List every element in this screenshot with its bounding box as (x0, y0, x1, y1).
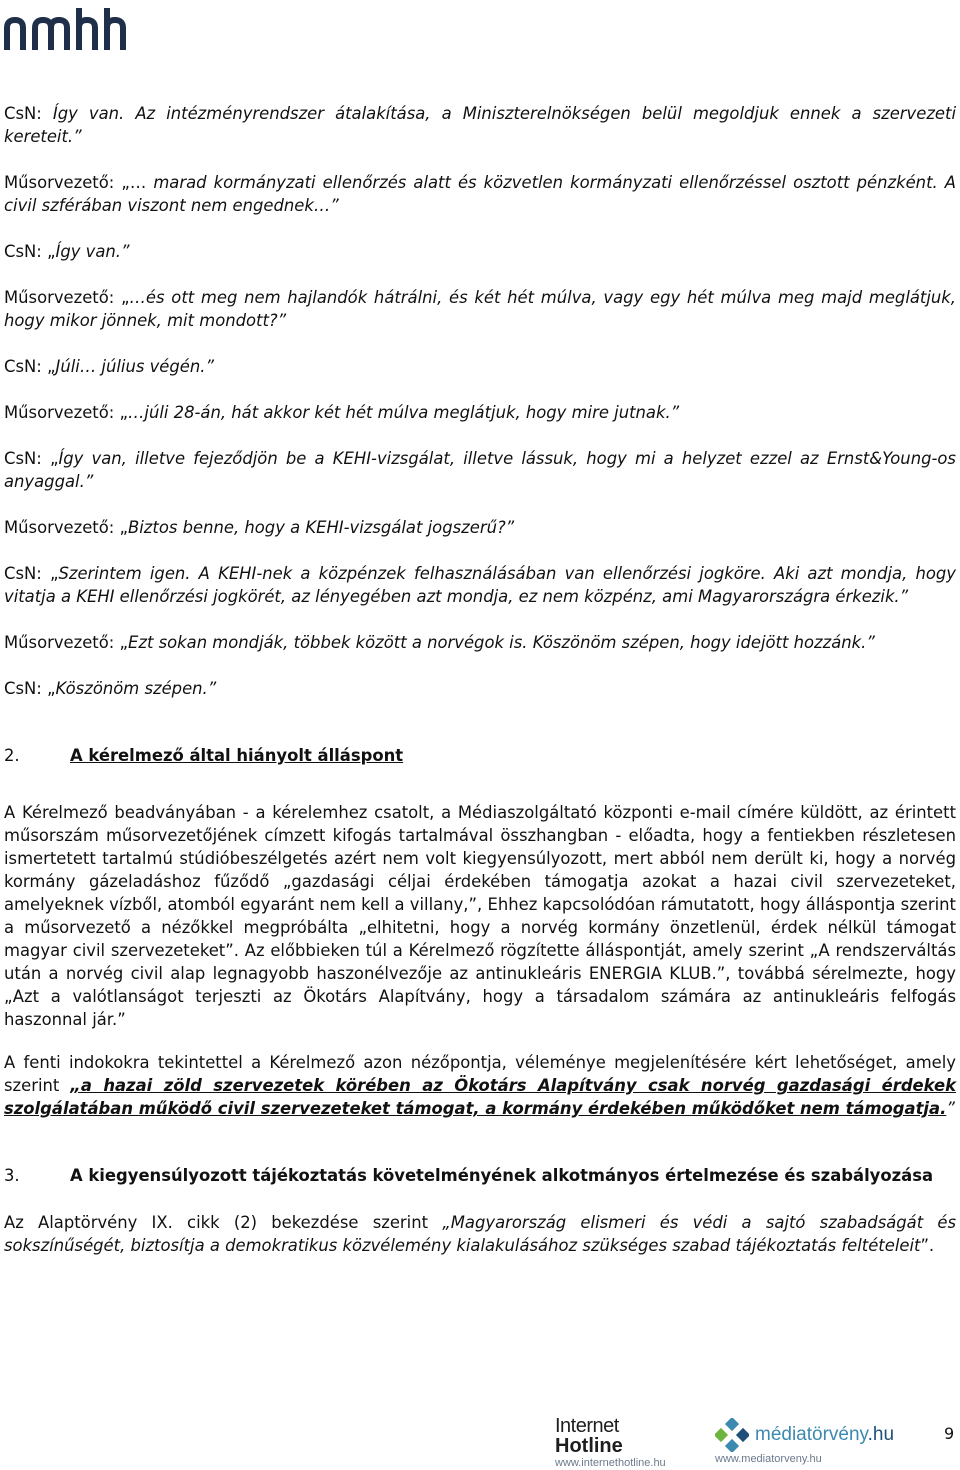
mediatorveny-brand (755, 1424, 894, 1446)
speaker-label: Műsorvezető: „ (4, 633, 128, 652)
transcript-paragraph (4, 562, 956, 608)
transcript-paragraph (4, 677, 956, 700)
transcript-paragraph (4, 102, 956, 148)
speaker-label: Műsorvezető: „… (4, 173, 154, 192)
speaker-label: CsN: „ (4, 679, 56, 698)
page-number: 9 (944, 1424, 955, 1443)
quote-text: „Magyarország elismeri és védi a sajtó szabadságát és sokszínűségét, biztosítja a demokratikus közvélemény kialakulásához szükséges szabad tájékoztatás feltételeit (4, 1213, 957, 1255)
transcript-paragraph (4, 286, 956, 332)
transcript-paragraph (4, 631, 956, 654)
document-body (4, 102, 956, 1280)
body-paragraph (4, 1211, 956, 1257)
brand-text: médiatörvény (755, 1424, 868, 1445)
section-heading (4, 1164, 956, 1187)
transcript-paragraph (4, 447, 956, 493)
quote-text: Ezt sokan mondják, többek között a norvégok is. Köszönöm szépen, hogy idejött hozzánk.” (128, 633, 875, 652)
page-footer (0, 1408, 960, 1470)
quote-text: Biztos benne, hogy a KEHI-vizsgálat jogszerű?” (128, 518, 515, 537)
speaker-label: CsN: (4, 104, 53, 123)
hotline-logo-line1: Internet (555, 1415, 619, 1437)
quote-text: Szerintem igen. A KEHI-nek a közpénzek felhasználásában van ellenőrzési jogköre. Aki azt mondja, hogy vitatja a KEHI ellenőrzési jogkörét, az lényegében azt mondja, ez nem közpénz, ami Magyarországra érkezik.” (4, 564, 956, 606)
quote-text: Köszönöm szépen.” (55, 679, 217, 698)
body-text: Az Alaptörvény IX. cikk (2) bekezdése szerint (4, 1213, 443, 1232)
speaker-label: CsN: „ (4, 564, 59, 583)
transcript-paragraph (4, 355, 956, 378)
transcript-paragraph (4, 516, 956, 539)
mediatorveny-url: www.mediatorveny.hu (715, 1453, 822, 1465)
brand-suffix: .hu (867, 1424, 895, 1445)
internet-hotline-logo (555, 1416, 705, 1470)
quote-text: Júli… július végén.” (55, 357, 214, 376)
speaker-label: Műsorvezető: „ (4, 403, 128, 422)
diamond-grid-icon (715, 1418, 749, 1452)
section-number: 2. (4, 746, 20, 765)
body-text: A fenti indokokra tekintettel a Kérelmező azon nézőpontja, véleménye megjelenítésére kért lehetőséget, amely szerint (4, 1053, 956, 1095)
body-paragraph: A Kérelmező beadványában - a kérelemhez csatolt, a Médiaszolgáltató központi e-mail címére küldött, az érintett műsorszám műsorvezetőjének címzett kifogás tartalmával összhangban - előadta, hogy a fentiekben részletesen ismertetett tartalmú stúdióbeszélgetés azért nem volt kiegyensúlyozott, mert abból nem derült ki, hogy a norvég kormány gázeladáshoz fűződő „gazdasági céljai érdekében támogatja azokat a hazai civil szervezeteket, amelyeknek vízből, atomból egyaránt nem kell a villany,”, Ehhez kapcsolódóan rámutatott, hogy álláspontja szerint a műsorvezető a nézőkkel megpróbálta „elhitetni, hogy a norvég kormány önzetlenül, érdek nélkül támogat magyar civil szervezeteket”. Az előbbieken túl a Kérelmező rögzítette álláspontját, amely szerint „A rendszerváltás után a norvég civil alap legnagyobb haszonélvezője az antinukleáris ENERGIA KLUB.”, továbbá sérelmezte, hogy „Azt a valótlanságot terjeszti az Ökotárs Alapítvány, hogy a társadalom számára az antinukleáris felfogás haszonnal jár.” (4, 803, 956, 1029)
speaker-label: CsN: „ (4, 242, 56, 261)
transcript-paragraph (4, 240, 956, 263)
quote-text: …és ott meg nem hajlandók hátrálni, és két hét múlva, vagy egy hét múlva meg majd meglátjuk, hogy mikor jönnek, mit mondott?” (4, 288, 956, 330)
section-number: 3. (4, 1166, 20, 1185)
transcript-paragraph (4, 401, 956, 424)
section-heading (4, 744, 956, 767)
speaker-label: Műsorvezető: „ (4, 518, 128, 537)
quote-text: Így van. Az intézményrendszer átalakítása, a Miniszterelnökségen belül megoldjuk ennek a szervezeti kereteit.” (4, 104, 956, 146)
hotline-url: www.internethotline.hu (555, 1457, 666, 1469)
quote-text: …júli 28-án, hát akkor két hét múlva meglátjuk, hogy mire jutnak.” (128, 403, 680, 422)
section-title: A kérelmező által hiányolt álláspont (70, 746, 404, 765)
transcript-paragraph (4, 171, 956, 217)
nmhh-logo (2, 4, 126, 52)
body-text: ”. (920, 1236, 935, 1255)
speaker-label: CsN: „ (4, 357, 56, 376)
section-title: A kiegyensúlyozott tájékoztatás követelményének alkotmányos értelmezése és szabályozása (70, 1166, 934, 1185)
emphasized-text: „a hazai zöld szervezetek körében az Ökotárs Alapítvány csak norvég gazdasági érdekek szolgálatában működő civil szervezeteket támogat, a kormány érdekében működőket nem támogatja. (4, 1076, 957, 1118)
body-paragraph (4, 1051, 956, 1120)
quote-text: Így van, illetve fejeződjön be a KEHI-vizsgálat, illetve lássuk, hogy mi a helyzet ezzel az Ernst&Young-os anyaggal.” (4, 449, 956, 491)
body-text: ” (946, 1099, 955, 1118)
quote-text: marad kormányzati ellenőrzés alatt és közvetlen kormányzati ellenőrzéssel osztott pénzként. A civil szférában viszont nem engednek…” (4, 173, 957, 215)
speaker-label: Műsorvezető: „ (4, 288, 130, 307)
hotline-logo-line2: Hotline (555, 1435, 623, 1457)
speaker-label: CsN: „ (4, 449, 59, 468)
quote-text: Így van.” (55, 242, 130, 261)
